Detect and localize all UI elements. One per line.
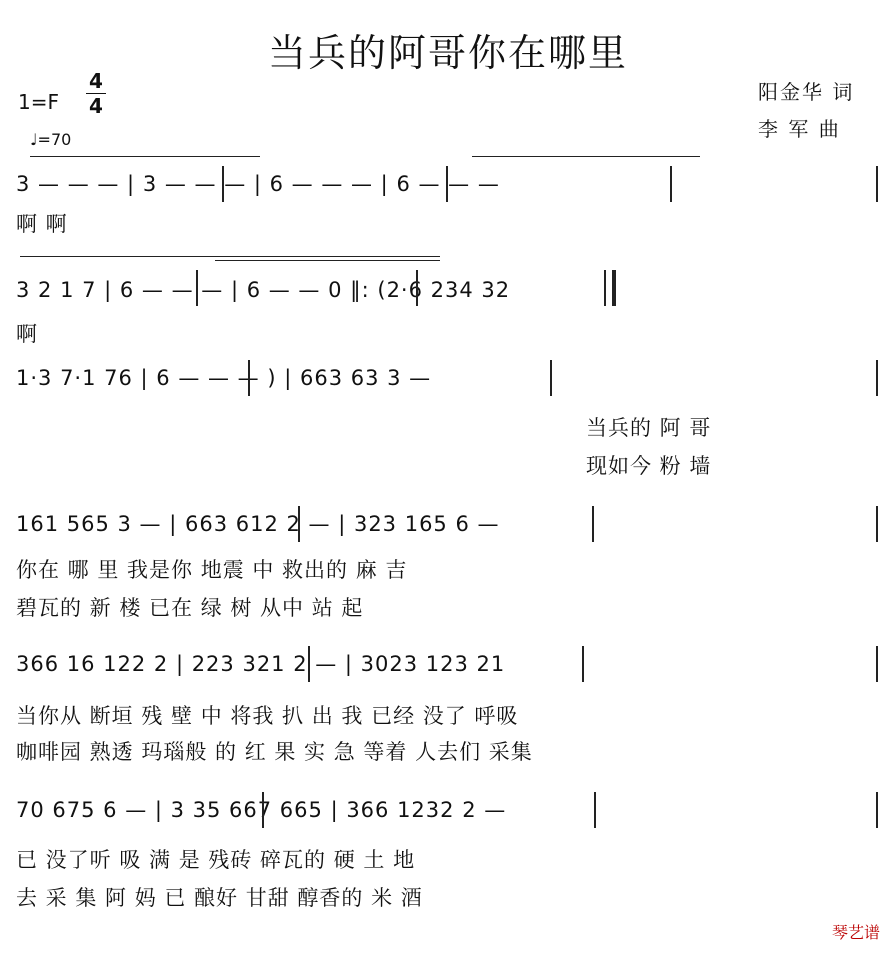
lyrics-verse-1: 当兵的 阿 哥 bbox=[586, 416, 712, 440]
meter-bottom: 4 bbox=[89, 94, 103, 118]
notation-line: 3 — — — | 3 — — — | 6 — — — | 6 — — — bbox=[16, 172, 500, 196]
notation-line: 161 565 3 — | 663 612 2 — | 323 165 6 — bbox=[16, 512, 500, 536]
lyrics-verse-2: 去 采 集 阿 妈 已 酿好 甘甜 醇香的 米 酒 bbox=[16, 886, 423, 910]
lyrics-verse-1: 当你从 断垣 残 壁 中 将我 扒 出 我 已经 没了 呼吸 bbox=[16, 704, 519, 728]
key-signature: 1=F bbox=[18, 90, 59, 114]
lyrics-verse-2: 碧瓦的 新 楼 已在 绿 树 从中 站 起 bbox=[16, 596, 364, 620]
lyricist-credit: 阳金华 词 bbox=[758, 80, 855, 104]
lyrics-verse-2: 咖啡园 熟透 玛瑙般 的 红 果 实 急 等着 人去们 采集 bbox=[16, 740, 533, 764]
tempo-mark: ♩=70 bbox=[30, 130, 72, 149]
lyrics-verse-1: 啊 啊 bbox=[16, 212, 68, 236]
notation-line: 70 675 6 — | 3 35 667 665 | 366 1232 2 — bbox=[16, 798, 507, 822]
lyrics-verse-1: 已 没了听 吸 满 是 残砖 碎瓦的 硬 土 地 bbox=[16, 848, 416, 872]
notation-line: 1·3 7·1 76 | 6 — — — ) | 663 63 3 — bbox=[16, 366, 432, 390]
meter-top: 4 bbox=[89, 69, 103, 93]
composer-credit: 李 军 曲 bbox=[758, 117, 841, 141]
lyrics-verse-1: 啊 bbox=[16, 322, 38, 346]
notation-line: 366 16 122 2 | 223 321 2 — | 3023 123 21 bbox=[16, 652, 506, 676]
lyrics-verse-2: 现如今 粉 墙 bbox=[586, 454, 712, 478]
time-signature bbox=[86, 70, 106, 117]
watermark-logo: 琴艺谱 bbox=[831, 923, 880, 942]
page-title: 当兵的阿哥你在哪里 bbox=[267, 31, 628, 75]
notation-line: 3 2 1 7 | 6 — — — | 6 — — 0 ‖: (2·6 234 32 bbox=[16, 278, 511, 302]
lyrics-verse-1: 你在 哪 里 我是你 地震 中 救出的 麻 吉 bbox=[16, 558, 408, 582]
